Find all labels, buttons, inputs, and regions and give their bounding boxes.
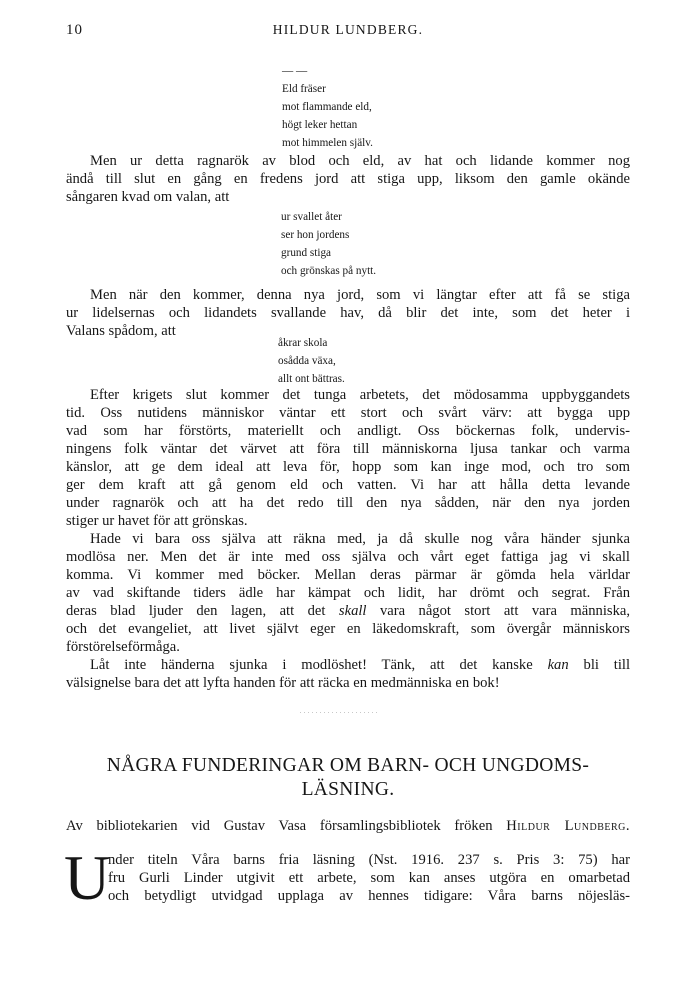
text-line: komma. Vi kommer med böcker. Mellan deras pärmar är gömda hela världar (66, 567, 630, 583)
paragraph-1 (66, 152, 630, 206)
text-line: ningens folk väntar det värvet att föra till människorna ljusa tankar och varma (66, 441, 630, 457)
text-line: känslor, att ge dem ideal att leva för, hopp som kan inge mod, och tro som (66, 459, 630, 475)
byline (66, 817, 630, 835)
verse-line: Eld fräser (282, 83, 326, 95)
article-body (108, 851, 630, 905)
text-line: under ragnarök och att ha det redo till den nya sådden, när den nya jorden (66, 495, 630, 511)
text-line: ur lidelsernas och lidandets svallande hav, då blir det inte, som det heter i (66, 305, 630, 321)
text-line: Men ur detta ragnarök av blod och eld, av hat och lidande kommer nog (90, 153, 630, 169)
text-line: och det evangeliet, att livet självt eger en läkedomskraft, som övergår människors (66, 621, 630, 637)
verse-line: ur svallet åter (281, 211, 342, 223)
text-line: Valans spådom, att (66, 323, 176, 339)
verse-line: mot flammande eld, (282, 101, 372, 113)
text-line: Hade vi bara oss själva att räkna med, ja då skulle nog våra händer sjunka (90, 531, 630, 547)
paragraph-2 (66, 286, 630, 340)
text-line: ändå till slut en gång en fredens jord att stiga upp, liksom den gamle okände (66, 171, 630, 187)
running-head: HILDUR LUNDBERG. (272, 22, 424, 37)
verse-line: och grönskas på nytt. (281, 265, 377, 277)
paragraph-4 (66, 530, 630, 656)
paragraph-3 (66, 386, 630, 530)
text-line: förstörelseförmåga. (66, 639, 180, 655)
text-line: tid. Oss nutidens människor väntar ett stort och svårt värv: att bygga upp (66, 405, 630, 421)
text-line: Efter krigets slut kommer det tunga arbetets, det mödosamma uppbyggandets (90, 387, 630, 403)
text-line: stiger ur havet för att grönskas. (66, 513, 248, 529)
text-line: och betydligt utvidgad upplaga av hennes tidigare: Våra barns nöjesläs- (108, 888, 630, 904)
text-segment: vara något stort att vara människa, (379, 603, 631, 619)
text-line: Men när den kommer, denna nya jord, som vi längtar efter att få se stiga (90, 287, 630, 303)
text-segment: deras blad ljuder den lagen, att det (66, 603, 326, 619)
verse-line: ser hon jordens (281, 229, 350, 241)
verse-dash: — — (282, 65, 308, 77)
text-line: sångaren kvad om valan, att (66, 189, 230, 205)
verse-stanza-3 (278, 334, 345, 388)
byline-text: Av bibliotekarien vid Gustav Vasa församlingsbibliotek fröken (66, 818, 493, 834)
byline-author: Hildur Lundberg. (506, 818, 631, 834)
text-line: av vad skiftande tiders ädle har kämpat och lidit, har drömt och segrat. Från (66, 585, 630, 601)
drop-cap: U (64, 842, 111, 913)
text-line (66, 602, 630, 620)
section-title (66, 754, 630, 802)
text-line: nder titeln Våra barns fria läsning (Nst. 1916. 237 s. Pris 3: 75) har (108, 852, 630, 868)
text-line: modlösa ner. Men det är inte med oss själva och vårt eget fattiga jag vi skall (66, 549, 630, 565)
text-line: ger dem kraft att gå genom eld och vatten. Vi har att hålla detta levande (66, 477, 630, 493)
page-number: 10 (66, 22, 83, 38)
section-title-line: NÅGRA FUNDERINGAR OM BARN- OCH UNGDOMS- (106, 755, 590, 776)
verse-line: osådda växa, (278, 355, 336, 367)
text-line: välsignelse bara det att lyfta handen för att räcka en medmänniska en bok! (66, 675, 500, 691)
section-divider (300, 712, 380, 713)
text-segment: Låt inte händerna sjunka i modlöshet! Tänk, att det kanske (90, 657, 533, 673)
section-title-line: LÄSNING. (301, 779, 395, 800)
text-segment: bli till (583, 657, 631, 673)
verse-line: högt leker hettan (282, 119, 358, 131)
emphasis-skall: skall (338, 603, 367, 619)
verse-stanza-1 (282, 62, 373, 152)
paragraph-5 (66, 656, 630, 692)
text-line: fru Gurli Linder utgivit ett arbete, som kan anses utgöra en omarbetad (108, 870, 630, 886)
text-line (66, 656, 630, 674)
verse-line: åkrar skola (278, 337, 328, 349)
verse-line: grund stiga (281, 247, 332, 259)
text-line: vad som har förstörts, materiellt och andligt. Oss böckernas folk, undervis- (66, 423, 630, 439)
verse-line: mot himmelen själv. (282, 137, 373, 149)
verse-line: allt ont bättras. (278, 373, 345, 385)
verse-stanza-2 (281, 208, 376, 280)
emphasis-kan: kan (547, 657, 569, 673)
